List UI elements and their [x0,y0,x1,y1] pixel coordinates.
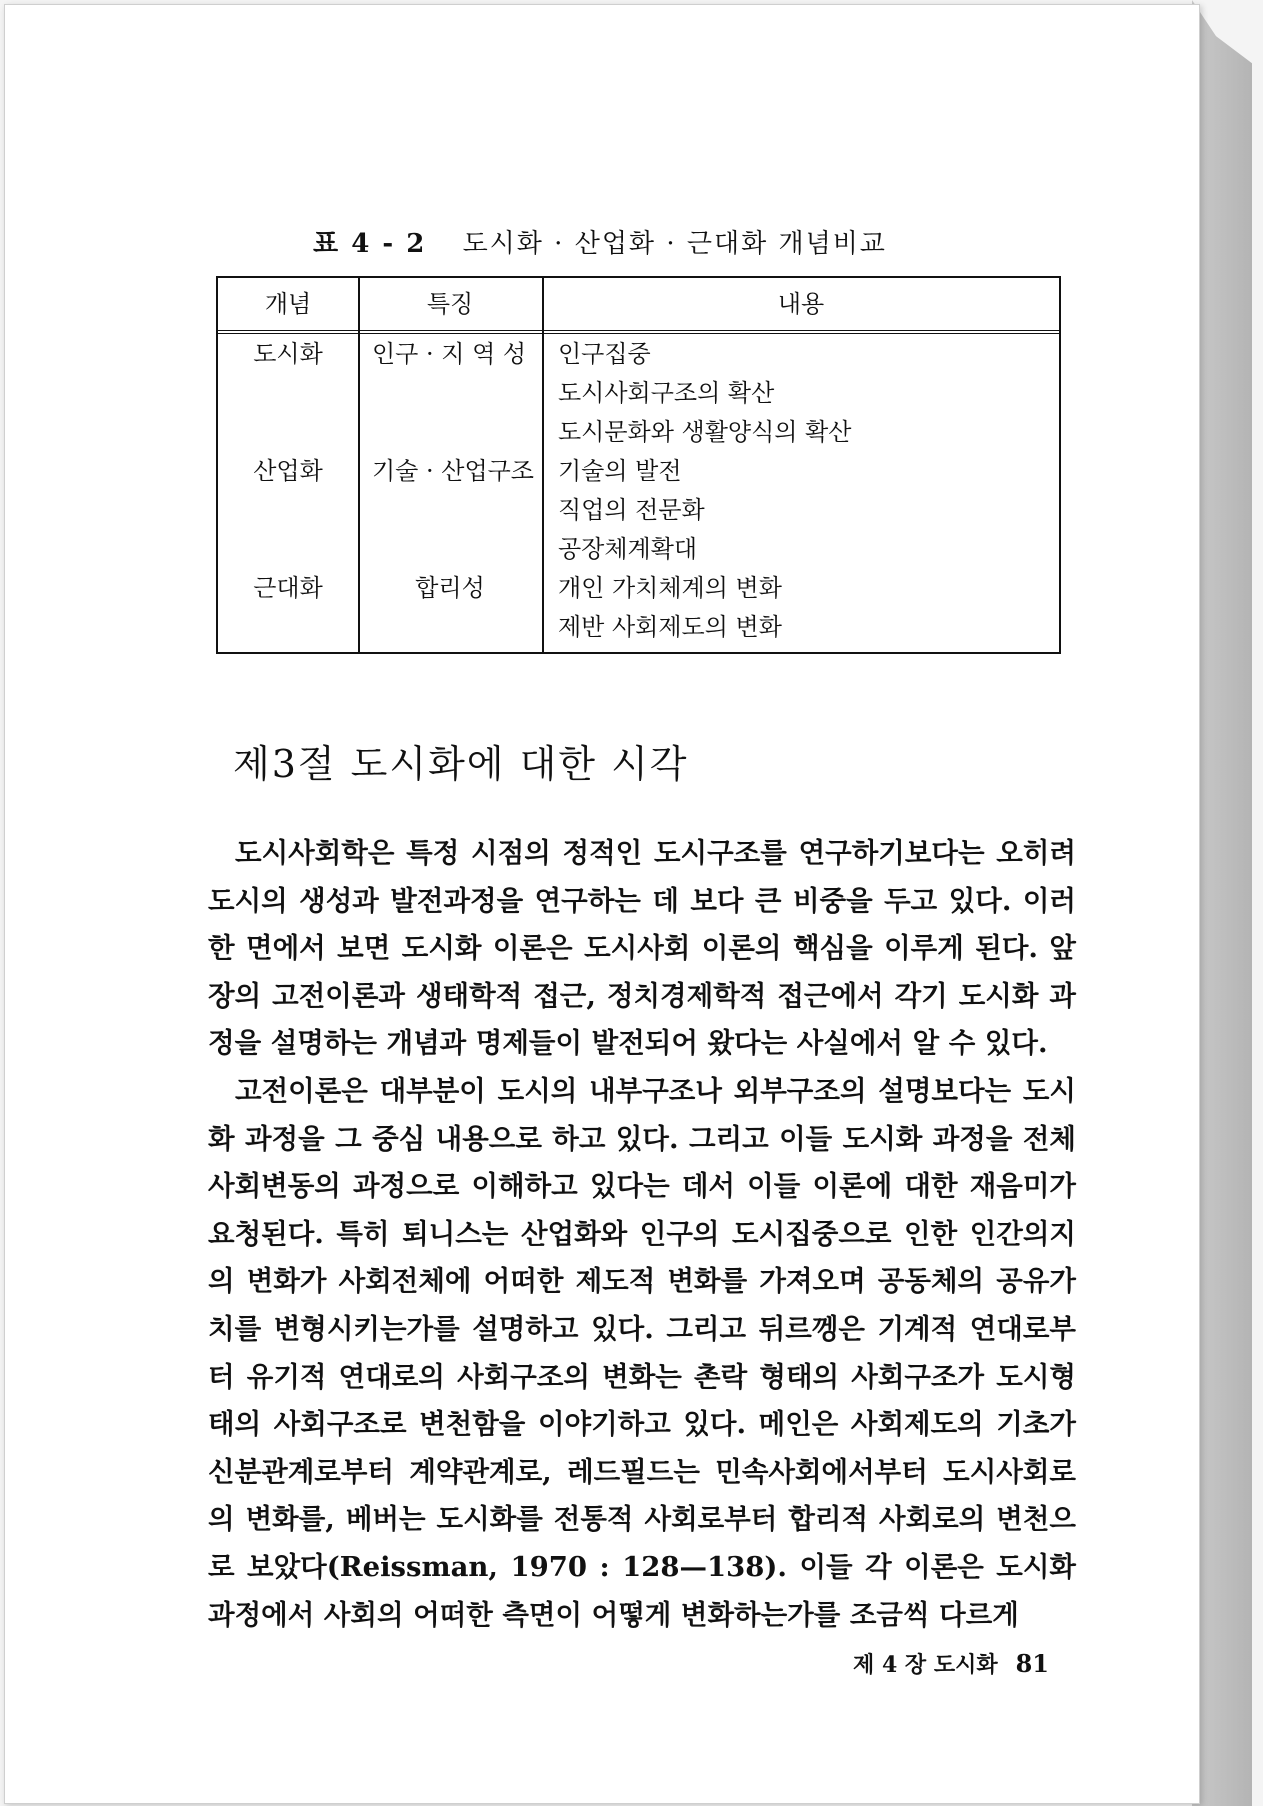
table-cell-feature: 합리성 [415,574,485,602]
table-cell-content: 직업의 전문화 [558,496,705,524]
table-cell-content: 도시사회구조의 확산 [558,379,775,407]
page-edge-shadow [1192,0,1252,1806]
table-cell-content: 기술의 발전 [558,457,682,485]
table-cell-concept: 산업화 [253,457,323,485]
paragraph: 도시사회학은 특정 시점의 정적인 도시구조를 연구하기보다는 오히려 도시의 생성과 발전과정을 연구하는 데 보다 큰 비중을 두고 있다. 이러한 면에서 보면 도시화 이론은 도시사회 이론의 핵심을 이루게 된다. 앞장의 고전이론과 생태학적 접근, 정치경제학적 접근에서 각기 도시화 과정을 설명하는 개념과 명제들이 발전되어 왔다는 사실에서 알 수 있다. [208,837,1076,1060]
table-header-rule [218,330,1059,334]
table-cell-feature: 인구 · 지 역 성 [372,340,527,368]
table-cell-feature: 기술 · 산업구조 [372,457,534,485]
concept-comparison-table [216,276,1061,654]
table-cell-content: 개인 가치체계의 변화 [558,574,782,602]
table-caption-number: 표 4 - 2 [313,229,427,259]
section-heading: 제3절 도시화에 대한 시각 [233,742,689,786]
table-cell-content: 제반 사회제도의 변화 [558,613,782,641]
table-header-contents: 내용 [777,290,825,318]
table-cell-content: 공장체계확대 [558,535,698,563]
paragraph: 고전이론은 대부분이 도시의 내부구조나 외부구조의 설명보다는 도시화 과정을 그 중심 내용으로 하고 있다. 그리고 이들 도시화 과정을 전체 사회변동의 과정으로 이해하고 있다는 데서 이들 이론에 대한 재음미가 요청된다. 특히 퇴니스는 산업화와 인구의 도시집중으로 인한 인간의지의 변화가 사회전체에 어떠한 제도적 변화를 가져오며 공동체의 공유가치를 변형시키는가를 설명하고 있다. 그리고 뒤르껭은 기계적 연대로부터 유기적 연대로의 사회구조의 변화는 촌락 형태의 사회구조가 도시형태의 사회구조로 변천함을 이야기하고 있다. 메인은 사회제도의 기초가 신분관계로부터 계약관계로, 레드필드는 민속사회에서부터 도시사회로의 변화를, 베버는 도시화를 전통적 사회로부터 합리적 사회로의 변천으로 보았다(Reissman, 1970 : 128—138). 이들 각 이론은 도시화 과정에서 사회의 어떠한 측면이 어떻게 변화하는가를 조금씩 다르게 [208,1074,1076,1631]
table-cell-concept: 도시화 [253,340,323,368]
table-caption [5,223,1195,260]
page-number: 81 [1015,1649,1049,1678]
table-header-concept: 개념 [264,290,312,318]
table-cell-content: 도시문화와 생활양식의 확산 [558,418,852,446]
footer-chapter: 제 4 장 도시화 [853,1652,998,1678]
table-column-divider [542,278,544,652]
running-footer [853,1648,1049,1679]
table-caption-title: 도시화 · 산업화 · 근대화 개념비교 [462,229,887,259]
table-cell-content: 인구집중 [558,340,651,368]
book-page [4,4,1200,1804]
table-header-feature: 특징 [426,290,474,318]
body-text [208,830,1076,1639]
table-cell-concept: 근대화 [253,574,323,602]
